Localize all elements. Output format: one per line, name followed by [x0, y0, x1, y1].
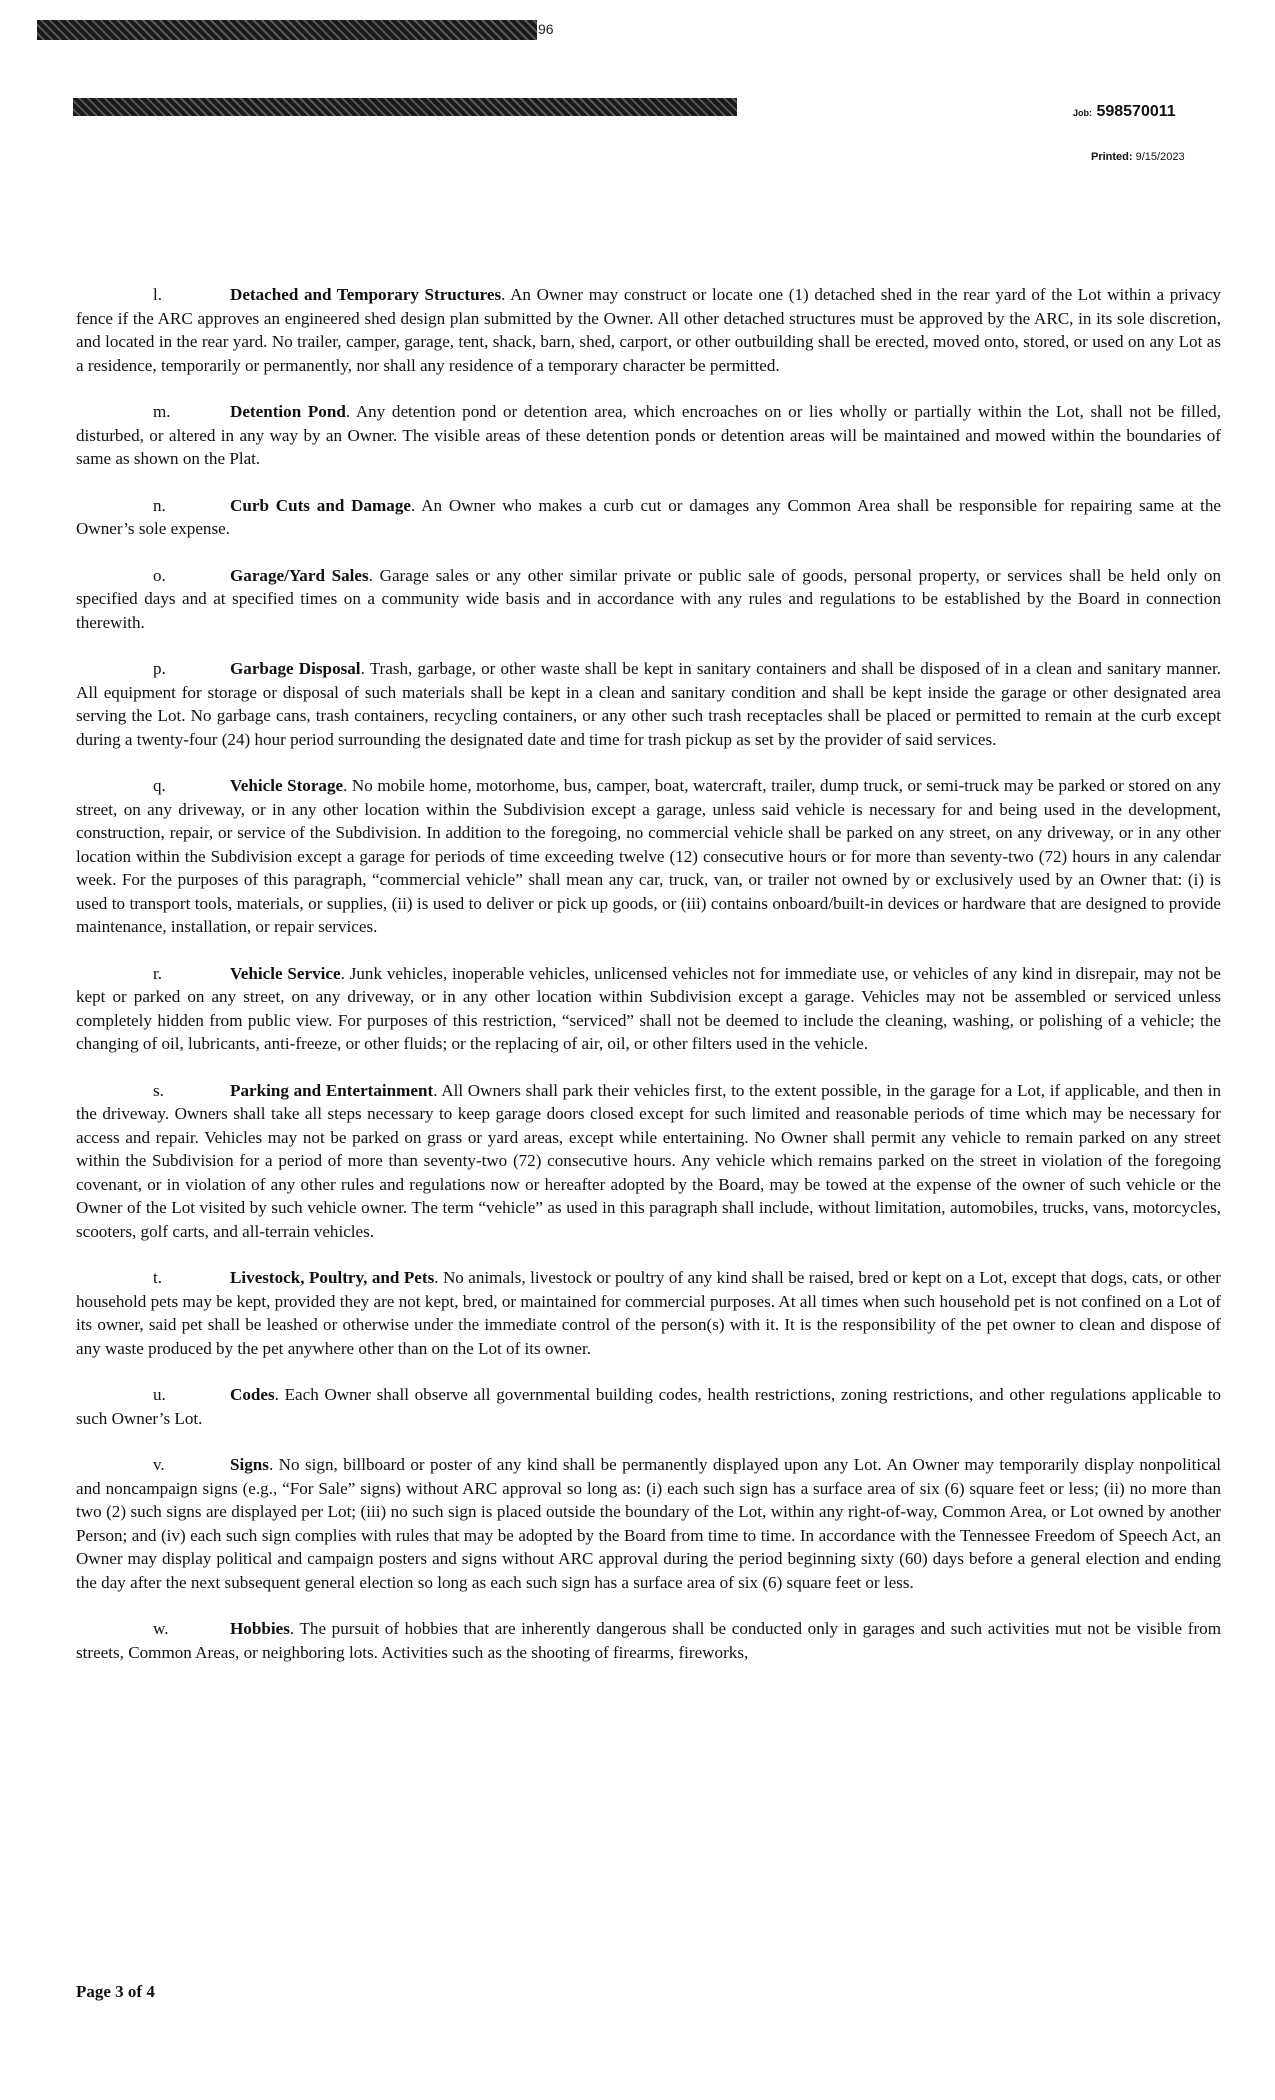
paragraph-title: Livestock, Poultry, and Pets	[230, 1268, 435, 1287]
paragraph-n	[76, 494, 1221, 541]
paragraph-text: . Each Owner shall observe all governmental building codes, health restrictions, zoning restrictions, and other regulations applicable to such Owner’s Lot.	[76, 1385, 1221, 1428]
paragraph-text: . Trash, garbage, or other waste shall be kept in sanitary containers and shall be disposed of in a clean and sanitary manner. All equipment for storage or disposal of such materials shall be kept in a clean and sanitary condition and shall be kept inside the garage or other designated area serving the Lot. No garbage cans, trash containers, recycling containers, or any other such trash receptacles shall be placed or permitted to remain at the curb except during a twenty-four (24) hour period surrounding the designated date and time for trash pickup as set by the provider of said services.	[76, 659, 1221, 749]
paragraph-letter: u.	[153, 1385, 166, 1404]
paragraph-t	[76, 1266, 1221, 1360]
paragraph-letter: l.	[153, 285, 163, 304]
document-body	[76, 283, 1221, 1687]
paragraph-title: Vehicle Service	[230, 963, 341, 983]
paragraph-r	[76, 962, 1221, 1056]
paragraph-text: . No mobile home, motorhome, bus, camper, boat, watercraft, trailer, dump truck, or semi-truck may be parked or stored on any street, on any driveway, or in any other location within the Subdivision except a garage, unless said vehicle is necessary for and being used in the development, construction, repair, or service of the Subdivision. In addition to the foregoing, no commercial vehicle shall be parked on any street, on any driveway, or in any other location within the Subdivision except a garage for periods of time exceeding twelve (12) consecutive hours or for more than seventy-two (72) hours in any calendar week. For the purposes of this paragraph, “commercial vehicle” shall mean any car, truck, van, or trailer not owned by or exclusively used by an Owner that: (i) is used to transport tools, materials, or supplies, (ii) is used to deliver or pick up goods, or (iii) contains onboard/built-in devices or hardware that are designed to provide maintenance, installation, or repair services.	[76, 776, 1221, 936]
paragraph-title: Curb Cuts and Damage	[230, 495, 411, 515]
paragraph-title: Garbage Disposal	[230, 659, 361, 678]
paragraph-text: . An Owner who makes a curb cut or damages any Common Area shall be responsible for repairing same at the Owner’s sole expense.	[76, 495, 1221, 538]
paragraph-text: . An Owner may construct or locate one (1) detached shed in the rear yard of the Lot within a privacy fence if the ARC approves an engineered shed design plan submitted by the Owner. All other detached structures must be approved by the ARC, in its sole discretion, and located in the rear yard. No trailer, camper, garage, tent, shack, barn, shed, carport, or other outbuilding shall be erected, moved onto, stored, or used on any Lot as a residence, temporarily or permanently, nor shall any residence of a temporary character be permitted.	[76, 285, 1221, 375]
paragraph-p	[76, 657, 1221, 751]
page-number: Page 3 of 4	[76, 1982, 155, 2001]
paragraph-s	[76, 1079, 1221, 1244]
redaction-suffix-text: 96	[538, 21, 554, 37]
paragraph-text: . All Owners shall park their vehicles first, to the extent possible, in the garage for a Lot, if applicable, and then in the driveway. Owners shall take all steps necessary to keep garage doors closed except for such limited and reasonable periods of time which may be necessary for access and repair. Vehicles may not be parked on grass or yard areas, except while entertaining. No Owner shall permit any vehicle to remain parked on any street within the Subdivision for a period of more than seventy-two (72) consecutive hours. Any vehicle which remains parked on the street in violation of the foregoing covenant, or in violation of any other rules and regulations now or hereafter adopted by the Board, may be towed at the expense of the owner of such vehicle or the Owner of the Lot visited by such vehicle owner. The term “vehicle” as used in this paragraph shall include, without limitation, automobiles, trucks, vans, motorcycles, scooters, golf carts, and all-terrain vehicles.	[76, 1080, 1221, 1241]
paragraph-text: . No animals, livestock or poultry of any kind shall be raised, bred or kept on a Lot, except that dogs, cats, or other household pets may be kept, provided they are not kept, bred, or maintained for commercial purposes. At all times when such household pet is not confined on a Lot of its owner, said pet shall be leashed or otherwise under the immediate control of the person(s) with it. It is the responsibility of the pet owner to clean and dispose of any waste produced by the pet anywhere other than on the Lot of its owner.	[76, 1268, 1221, 1358]
paragraph-q	[76, 774, 1221, 939]
paragraph-title: Codes	[230, 1385, 275, 1404]
job-label: Job:	[1073, 108, 1092, 118]
paragraph-title: Garage/Yard Sales	[230, 565, 369, 585]
paragraph-title: Vehicle Storage	[230, 776, 344, 795]
paragraph-text: . Junk vehicles, inoperable vehicles, unlicensed vehicles not for immediate use, or vehicles of any kind in disrepair, may not be kept or parked on any street, on any driveway, or in any other location within Subdivision except a garage. Vehicles may not be assembled or serviced unless completely hidden from public view. For purposes of this restriction, “serviced” shall not be deemed to include the cleaning, washing, or polishing of a vehicle; the changing of oil, lubricants, anti-freeze, or other fluids; or the replacing of air, oil, or other filters used in the vehicle.	[76, 963, 1222, 1053]
printed-label: Printed:	[1091, 151, 1133, 163]
redaction-bar-top	[37, 20, 537, 40]
paragraph-w	[76, 1617, 1221, 1664]
redaction-bar-second	[73, 98, 737, 116]
paragraph-title: Hobbies	[230, 1619, 290, 1638]
paragraph-text: . No sign, billboard or poster of any kind shall be permanently displayed upon any Lot. An Owner may temporarily display nonpolitical and noncampaign signs (e.g., “For Sale” signs) without ARC approval so long as: (i) each such sign has a surface area of six (6) square feet or less; (ii) no more than two (2) such signs are displayed per Lot; (iii) no such sign is placed outside the boundary of the Lot, within any right-of-way, Common Area, or Lot owned by another Person; and (iv) each such sign complies with rules that may be adopted by the Board from time to time. In accordance with the Tennessee Freedom of Speech Act, an Owner may display political and campaign posters and signs without ARC approval during the period beginning sixty (60) days before a general election and ending the day after the next subsequent general election so long as each such sign has a surface area of six (6) square feet or less.	[76, 1455, 1221, 1592]
paragraph-title: Signs	[230, 1455, 269, 1474]
paragraph-o	[76, 564, 1221, 635]
paragraph-title: Detention Pond	[230, 402, 346, 421]
printed-date: 9/15/2023	[1135, 151, 1185, 163]
paragraph-letter: t.	[153, 1268, 163, 1287]
paragraph-letter: s.	[153, 1080, 164, 1100]
paragraph-letter: n.	[153, 495, 166, 515]
paragraph-letter: v.	[153, 1455, 165, 1474]
paragraph-letter: m.	[153, 402, 171, 421]
paragraph-letter: p.	[153, 659, 166, 678]
paragraph-letter: r.	[153, 963, 163, 983]
paragraph-title: Detached and Temporary Structures	[230, 285, 502, 304]
paragraph-text: . Any detention pond or detention area, which encroaches on or lies wholly or partially within the Lot, shall not be filled, disturbed, or altered in any way by an Owner. The visible areas of these detention ponds or detention areas will be maintained and mowed within the boundaries of same as shown on the Plat.	[76, 402, 1221, 468]
paragraph-letter: w.	[153, 1619, 169, 1638]
paragraph-m	[76, 400, 1221, 471]
paragraph-letter: o.	[153, 565, 166, 585]
job-number-block	[1073, 103, 1176, 121]
paragraph-v	[76, 1453, 1221, 1594]
paragraph-letter: q.	[153, 776, 166, 795]
printed-date-block	[1091, 151, 1185, 163]
paragraph-text: . Garage sales or any other similar private or public sale of goods, personal property, or services shall be held only on specified days and at specified times on a community wide basis and in accordance with any rules and regulations to be established by the Board in connection therewith.	[76, 565, 1222, 632]
paragraph-title: Parking and Entertainment	[230, 1080, 434, 1100]
paragraph-l	[76, 283, 1221, 377]
job-number: 598570011	[1096, 103, 1176, 120]
paragraph-u	[76, 1383, 1221, 1430]
paragraph-text: . The pursuit of hobbies that are inherently dangerous shall be conducted only in garages and such activities mut not be visible from streets, Common Areas, or neighboring lots. Activities such as the shooting of firearms, fireworks,	[76, 1619, 1221, 1662]
